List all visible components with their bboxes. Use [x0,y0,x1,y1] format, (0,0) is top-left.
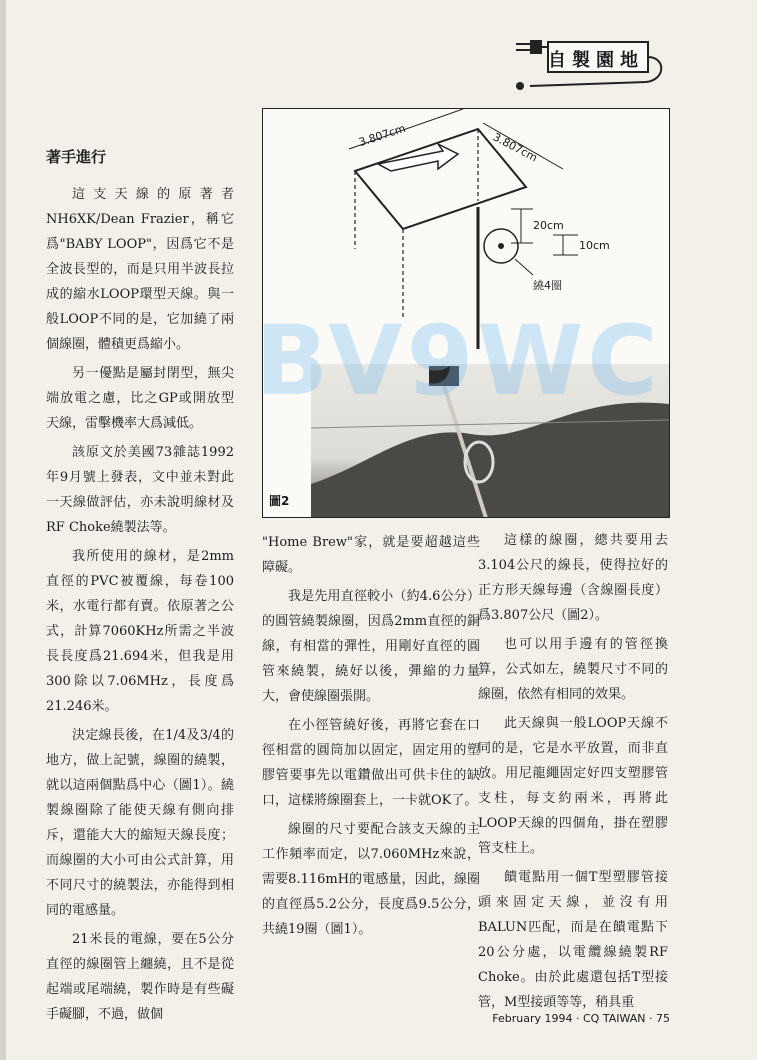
paragraph: 饋電點用一個T型塑膠管接頭來固定天線，並沒有用BALUN匹配，而是在饋電點下20公分處，以電纜線繞製RF Choke。由於此處還包括T型接管，M型接頭等等，稍具重 [478,870,668,1010]
paragraph: 在小徑管繞好後，再將它套在口徑相當的圓筒加以固定，固定用的塑膠管要事先以電鑽做出可供卡住的缺口，這樣將線圈套上，一卡就OK了。 [262,718,480,808]
paragraph: 此天線與一般LOOP天線不同的是，它是水平放置，而非直放。用尼龍繩固定好四支塑膠管支柱，每支約兩米，再將此LOOP天線的四個角，掛在塑膠管支柱上。 [478,716,668,856]
paragraph: 線圈的尺寸要配合該支天線的主工作頻率而定，以7.060MHz來說，需要8.116mH的電感量，因此，線圈的直徑爲5.2公分，長度爲9.5公分，共繞19圈（圖1）。 [262,822,480,937]
paragraph: 另一優點是屬封閉型，無尖端放電之慮，比之GP或開放型天線，雷擊機率大爲減低。 [46,366,234,431]
article-heading: 著手進行 [46,148,107,166]
dimension-label-c: 20cm [533,219,564,232]
paragraph: 我是先用直徑較小（約4.6公分）的圓管繞製線圈，因爲2mm直徑的銅線，有相當的彈性，用剛好直徑的圓管來繞製，繞好以後，彈縮的力量大，會使線圈張開。 [262,589,480,704]
dimension-label-a: 3.807cm [357,121,408,150]
paragraph: 我所使用的線材，是2mm直徑的PVC被覆線，每卷100米，水電行都有賣。依原著之公式，計算7060KHz所需之半波長長度爲21.694米，但我是用300除以7.06MHz，長度爲21.246米。 [46,549,234,714]
paragraph: 這支天線的原著者NH6XK/Dean Frazier，稱它爲"BABY LOOP"，因爲它不是全波長型的，而是只用半波長拉成的縮水LOOP環型天線。與一般LOOP不同的是，它加繞了兩個線圈，體積更爲縮小。 [46,187,234,352]
section-title: 自製園地 [548,50,644,71]
paragraph: 也可以用手邊有的管徑換算，公式如左，繞製尺寸不同的線圈，依然有相同的效果。 [478,637,668,702]
paragraph: 21米長的電線，要在5公分直徑的線圈管上纏繞，且不是從起端或尾端繞，製作時是有些礙手礙腳，不過，做個 [46,932,234,1022]
paragraph: 該原文於美國73雜誌1992年9月號上發表，文中並未對此一天線做評估，亦未說明線材及RF Choke繞製法等。 [46,445,234,535]
figure-caption: 圖2 [269,494,290,508]
text-column-1 [46,182,234,1031]
coil-note: 繞4圈 [533,279,562,292]
paragraph: "Home Brew"家，就是要超越這些障礙。 [262,535,480,575]
dimension-label-b: 3.807cm [490,130,540,165]
watermark: BV9WC [255,305,662,417]
page-edge [0,0,6,1060]
page-footer: February 1994 · CQ TAIWAN · 75 [492,1012,670,1025]
paragraph: 決定線長後，在1/4及3/4的地方，做上記號，線圈的繞製，就以這兩個點爲中心（圖1）。繞製線圈除了能使天線有側向排斥，還能大大的縮短天線長度；而線圈的大小可由公式計算，用不同尺寸的繞製法，亦能得到相同的電感量。 [46,728,234,918]
text-column-2 [262,530,480,946]
dimension-label-d: 10cm [579,239,610,252]
paragraph: 這樣的線圈，總共要用去3.104公尺的線長，使得拉好的正方形天線每邊（含線圈長度）爲3.807公尺（圖2）。 [478,533,668,623]
text-column-3 [478,528,668,1019]
